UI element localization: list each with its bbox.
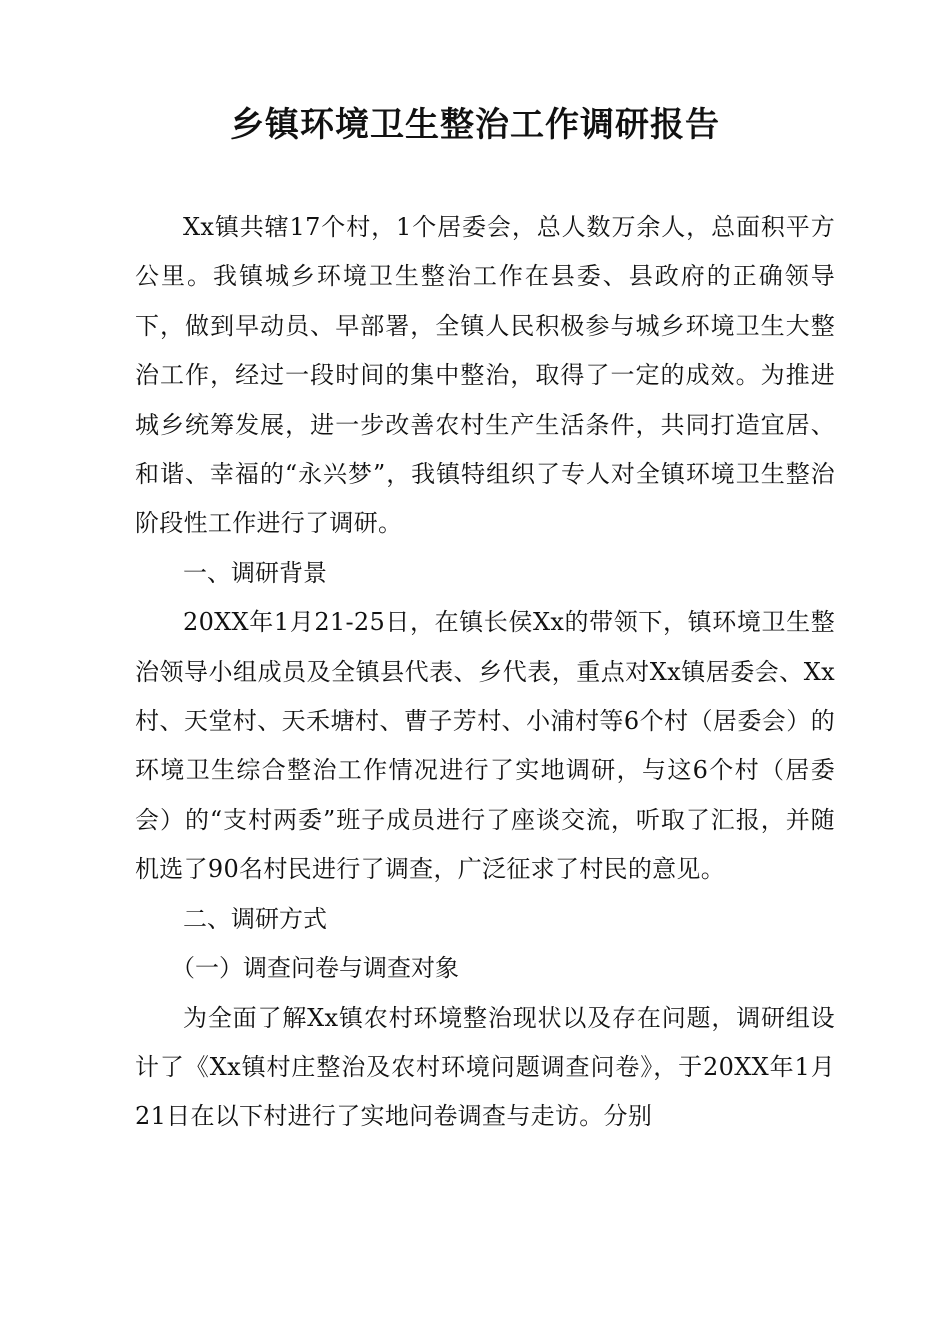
section-heading-method: 二、调研方式 — [183, 904, 327, 933]
subsection-heading-questionnaire: （一）调查问卷与调查对象 — [171, 954, 459, 983]
section-heading-background: 一、调研背景 — [183, 558, 327, 587]
paragraph-intro: Xx镇共辖17个村，1个居委会，总人数万余人，总面积平方公里。我镇城乡环境卫生整治工作在县委、县政府的正确领导下，做到早动员、早部署，全镇人民积极参与城乡环境卫生大整治工作，经过一段时间的集中整治，取得了一定的成效。为推进城乡统筹发展，进一步改善农村生产生活条件，共同打造宜居、和谐、幸福的“永兴梦”，我镇特组织了专人对全镇环境卫生整治阶段性工作进行了调研。 — [135, 213, 835, 538]
document-title: 乡镇环境卫生整治工作调研报告 — [230, 105, 720, 145]
document-body — [135, 203, 835, 1142]
paragraph-background: 20XX年1月21-25日，在镇长侯Xx的带领下，镇环境卫生整治领导小组成员及全镇县代表、乡代表，重点对Xx镇居委会、Xx村、天堂村、天禾塘村、曹子芳村、小浦村等6个村（居委会）的环境卫生综合整治工作情况进行了实地调研，与这6个村（居委会）的“支村两委”班子成员进行了座谈交流，听取了汇报，并随机选了90名村民进行了调查，广泛征求了村民的意见。 — [135, 608, 835, 884]
paragraph-questionnaire: 为全面了解Xx镇农村环境整治现状以及存在问题，调研组设计了《Xx镇村庄整治及农村环境问题调查问卷》，于20XX年1月21日在以下村进行了实地问卷调查与走访。分别 — [135, 1003, 835, 1131]
